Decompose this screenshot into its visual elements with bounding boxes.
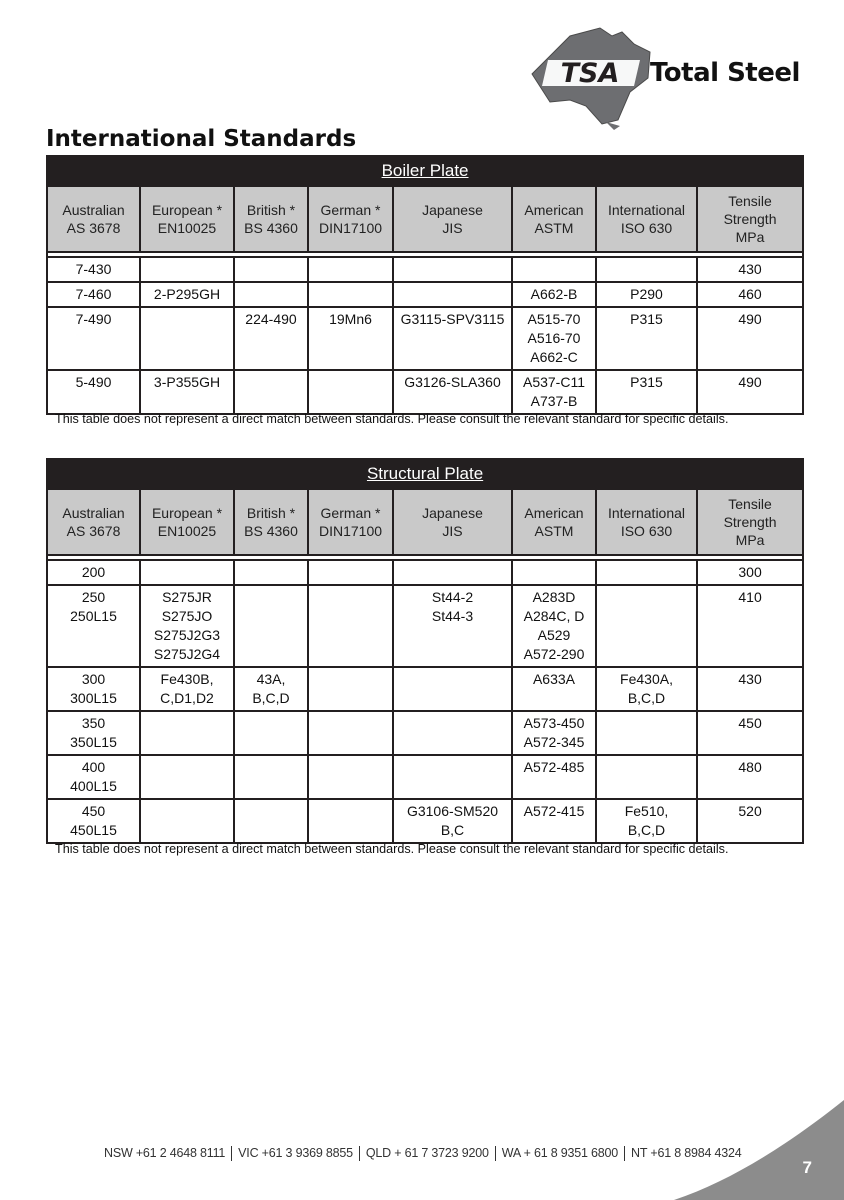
cell-line: P315 [630, 311, 663, 327]
table-cell [308, 711, 393, 755]
footer-contact: NSW +61 2 4648 8111 [104, 1146, 226, 1160]
table-cell [140, 799, 234, 843]
cell-line: A284C, D [523, 608, 585, 624]
cell-line: 350 [81, 715, 106, 731]
column-header-row [47, 489, 803, 555]
table-cell [697, 282, 803, 307]
boiler-plate-table [46, 155, 804, 415]
table-cell [308, 560, 393, 585]
table-cell [234, 560, 308, 585]
cell-line: G3106-SM520 [406, 803, 499, 819]
table-cell [140, 755, 234, 799]
cell-line: A572-485 [523, 759, 585, 775]
cell-line: 43A, [256, 671, 286, 687]
column-header-line: ISO 630 [620, 523, 673, 539]
table-cell [47, 667, 140, 711]
column-header [393, 186, 512, 252]
column-header-line: EN10025 [157, 523, 217, 539]
footer-contacts [104, 1146, 742, 1161]
cell-line: 250L15 [70, 608, 117, 624]
table-cell [234, 711, 308, 755]
table-cell [308, 667, 393, 711]
boiler-note: This table does not represent a direct match between standards. Please consult the relevant standard for specific details. [55, 412, 729, 426]
cell-line: G3126-SLA360 [404, 374, 501, 390]
column-header-line: EN10025 [157, 220, 217, 236]
cell-line: 3-P355GH [153, 374, 221, 390]
table-cell [308, 307, 393, 370]
column-header-line: ASTM [534, 523, 574, 539]
table-cell [596, 799, 697, 843]
table-cell [393, 585, 512, 667]
table-cell [308, 282, 393, 307]
table-cell [596, 282, 697, 307]
table-cell [393, 799, 512, 843]
structural-note: This table does not represent a direct match between standards. Please consult the relevant standard for specific details. [55, 842, 729, 856]
column-header-line: JIS [442, 523, 463, 539]
table-cell [140, 585, 234, 667]
cell-line: S275JR [162, 589, 212, 605]
table-cell [512, 585, 596, 667]
footer-contact: NT +61 8 8984 4324 [631, 1146, 742, 1160]
column-header-line: DIN17100 [318, 220, 383, 236]
table-cell [47, 755, 140, 799]
footer-contact: QLD + 61 7 3723 9200 [365, 1146, 489, 1160]
footer-separator [495, 1146, 496, 1161]
cell-line: A515-70 [527, 311, 581, 327]
footer-separator [359, 1146, 360, 1161]
table-cell [697, 257, 803, 282]
column-header-line: American [524, 505, 584, 521]
cell-line: 300 [738, 564, 762, 580]
structural-plate-section [46, 458, 802, 844]
table-cell [393, 282, 512, 307]
column-header [234, 186, 308, 252]
cell-line: B,C,D [627, 690, 666, 706]
cell-line: B,C,D [252, 690, 290, 706]
cell-line: 400 [81, 759, 106, 775]
cell-line: 5-490 [75, 374, 112, 390]
table-cell [393, 257, 512, 282]
table-cell [234, 755, 308, 799]
cell-line: 250 [81, 589, 106, 605]
column-header-line: American [524, 202, 584, 218]
column-header [393, 489, 512, 555]
cell-line: 450 [738, 715, 762, 731]
table-cell [393, 560, 512, 585]
column-header-line: Japanese [422, 202, 483, 218]
table-row [47, 307, 803, 370]
table-cell [393, 755, 512, 799]
table-cell [596, 257, 697, 282]
cell-line: St44-2 [431, 589, 474, 605]
cell-line: 300L15 [70, 690, 117, 706]
table-row [47, 585, 803, 667]
cell-line: 400L15 [70, 778, 117, 794]
table-cell [393, 711, 512, 755]
cell-line: A537-C11 [522, 374, 585, 390]
table-cell [393, 307, 512, 370]
column-header-line: Australian [62, 202, 125, 218]
cell-line: A633A [532, 671, 576, 687]
table-cell [47, 307, 140, 370]
table-row [47, 711, 803, 755]
cell-line: 490 [738, 374, 762, 390]
table-cell [234, 585, 308, 667]
cell-line: C,D1,D2 [160, 690, 214, 706]
cell-line: 224-490 [245, 311, 297, 327]
table-cell [697, 667, 803, 711]
cell-line: 200 [81, 564, 106, 580]
table-cell [47, 282, 140, 307]
table-row [47, 667, 803, 711]
cell-line: 7-460 [75, 286, 112, 302]
cell-line: 480 [738, 759, 762, 775]
column-header-line: BS 4360 [244, 220, 298, 236]
table-cell [234, 257, 308, 282]
cell-line: B,C [440, 822, 465, 838]
table-cell [234, 799, 308, 843]
cell-line: 7-490 [75, 311, 112, 327]
column-header [596, 489, 697, 555]
column-header [697, 186, 803, 252]
table-cell [308, 799, 393, 843]
table-cell [234, 307, 308, 370]
column-header [596, 186, 697, 252]
table-cell [140, 711, 234, 755]
table-cell [140, 370, 234, 414]
table-cell [596, 755, 697, 799]
cell-line: 410 [738, 589, 762, 605]
page-title: International Standards [46, 126, 357, 152]
column-header-line: Strength [723, 211, 777, 227]
structural-plate-title: Structural Plate [47, 459, 803, 489]
column-header [140, 186, 234, 252]
column-header-line: Tensile [728, 496, 772, 512]
column-header [308, 186, 393, 252]
table-cell [140, 307, 234, 370]
table-cell [47, 370, 140, 414]
boiler-plate-rows [47, 257, 803, 414]
cell-line: A516-70 [527, 330, 581, 346]
footer-separator [231, 1146, 232, 1161]
table-cell [512, 755, 596, 799]
table-cell [697, 560, 803, 585]
column-header-line: MPa [735, 229, 765, 245]
boiler-plate-section [46, 155, 802, 415]
cell-line: 520 [738, 803, 762, 819]
column-header [47, 489, 140, 555]
table-cell [697, 799, 803, 843]
table-cell [47, 799, 140, 843]
logo-text: TSA [560, 58, 620, 89]
column-header-line: Strength [723, 514, 777, 530]
cell-line: A529 [537, 627, 571, 643]
table-cell [234, 667, 308, 711]
column-header-line: British * [246, 505, 296, 521]
cell-line: A572-290 [523, 646, 585, 662]
cell-line: 2-P295GH [153, 286, 221, 302]
cell-line: S275JO [161, 608, 213, 624]
cell-line: S275J2G4 [153, 646, 221, 662]
table-cell [393, 667, 512, 711]
column-header-line: JIS [442, 220, 463, 236]
table-cell [140, 667, 234, 711]
table-cell [140, 282, 234, 307]
table-cell [308, 370, 393, 414]
column-header-line: International [607, 505, 686, 521]
table-cell [697, 711, 803, 755]
table-cell [140, 560, 234, 585]
cell-line: Fe510, [624, 803, 669, 819]
cell-line: B,C,D [627, 822, 666, 838]
table-cell [697, 307, 803, 370]
table-row [47, 799, 803, 843]
cell-line: P290 [630, 286, 663, 302]
table-cell [512, 307, 596, 370]
column-header-line: European * [151, 505, 223, 521]
column-header [47, 186, 140, 252]
cell-line: G3115-SPV3115 [400, 311, 505, 327]
cell-line: 19Mn6 [329, 311, 372, 327]
cell-line: A737-B [530, 393, 578, 409]
column-header-line: AS 3678 [66, 220, 121, 236]
column-header-line: ASTM [534, 220, 574, 236]
cell-line: 460 [738, 286, 762, 302]
table-cell [596, 667, 697, 711]
table-cell [234, 370, 308, 414]
cell-line: A283D [532, 589, 576, 605]
cell-line: Fe430B, [160, 671, 214, 687]
cell-line: 350L15 [70, 734, 117, 750]
table-row [47, 755, 803, 799]
table-cell [596, 711, 697, 755]
table-cell [512, 257, 596, 282]
column-header-line: ISO 630 [620, 220, 673, 236]
cell-line: Fe430A, [620, 671, 673, 687]
table-cell [308, 257, 393, 282]
table-row [47, 257, 803, 282]
cell-line: 490 [738, 311, 762, 327]
column-header [697, 489, 803, 555]
table-row [47, 370, 803, 414]
table-cell [308, 755, 393, 799]
cell-line: St44-3 [431, 608, 474, 624]
structural-plate-table [46, 458, 804, 844]
table-cell [140, 257, 234, 282]
column-header-line: MPa [735, 532, 765, 548]
page-corner-shape [674, 1100, 844, 1200]
table-cell [697, 370, 803, 414]
brand-name: Total Steel [650, 58, 800, 88]
cell-line: 7-430 [75, 261, 112, 277]
table-row [47, 282, 803, 307]
page-number: 7 [802, 1158, 812, 1177]
cell-line: A572-345 [523, 734, 585, 750]
column-header-line: Japanese [422, 505, 483, 521]
column-header-line: British * [246, 202, 296, 218]
table-cell [512, 282, 596, 307]
cell-line: A572-415 [523, 803, 585, 819]
table-cell [512, 370, 596, 414]
cell-line: A662-B [530, 286, 578, 302]
table-cell [697, 755, 803, 799]
column-header-line: DIN17100 [318, 523, 383, 539]
table-cell [308, 585, 393, 667]
cell-line: A573-450 [523, 715, 585, 731]
cell-line: 430 [738, 261, 762, 277]
column-header-line: Australian [62, 505, 125, 521]
column-header-line: Tensile [728, 193, 772, 209]
table-cell [47, 585, 140, 667]
table-cell [596, 370, 697, 414]
cell-line: 430 [738, 671, 762, 687]
column-header [234, 489, 308, 555]
column-header-line: German * [320, 505, 381, 521]
cell-line: A662-C [530, 349, 578, 365]
footer-contact: WA + 61 8 9351 6800 [501, 1146, 619, 1160]
cell-line: 450L15 [70, 822, 117, 838]
table-cell [596, 307, 697, 370]
table-cell [47, 711, 140, 755]
table-cell [47, 560, 140, 585]
cell-line: P315 [630, 374, 663, 390]
table-cell [512, 711, 596, 755]
table-cell [512, 667, 596, 711]
column-header-line: BS 4360 [244, 523, 298, 539]
table-cell [697, 585, 803, 667]
column-header [140, 489, 234, 555]
table-cell [234, 282, 308, 307]
table-cell [596, 585, 697, 667]
table-cell [512, 799, 596, 843]
table-row [47, 560, 803, 585]
column-header [512, 186, 596, 252]
column-header-line: European * [151, 202, 223, 218]
cell-line: S275J2G3 [153, 627, 221, 643]
table-cell [47, 257, 140, 282]
boiler-plate-title: Boiler Plate [47, 156, 803, 186]
column-header-line: International [607, 202, 686, 218]
table-cell [512, 560, 596, 585]
footer-separator [624, 1146, 625, 1161]
table-cell [393, 370, 512, 414]
footer-contact: VIC +61 3 9369 8855 [238, 1146, 353, 1160]
column-header-row [47, 186, 803, 252]
column-header [308, 489, 393, 555]
column-header-line: German * [320, 202, 381, 218]
column-header-line: AS 3678 [66, 523, 121, 539]
cell-line: 450 [81, 803, 106, 819]
table-cell [596, 560, 697, 585]
structural-plate-rows [47, 560, 803, 843]
cell-line: 300 [81, 671, 106, 687]
column-header [512, 489, 596, 555]
